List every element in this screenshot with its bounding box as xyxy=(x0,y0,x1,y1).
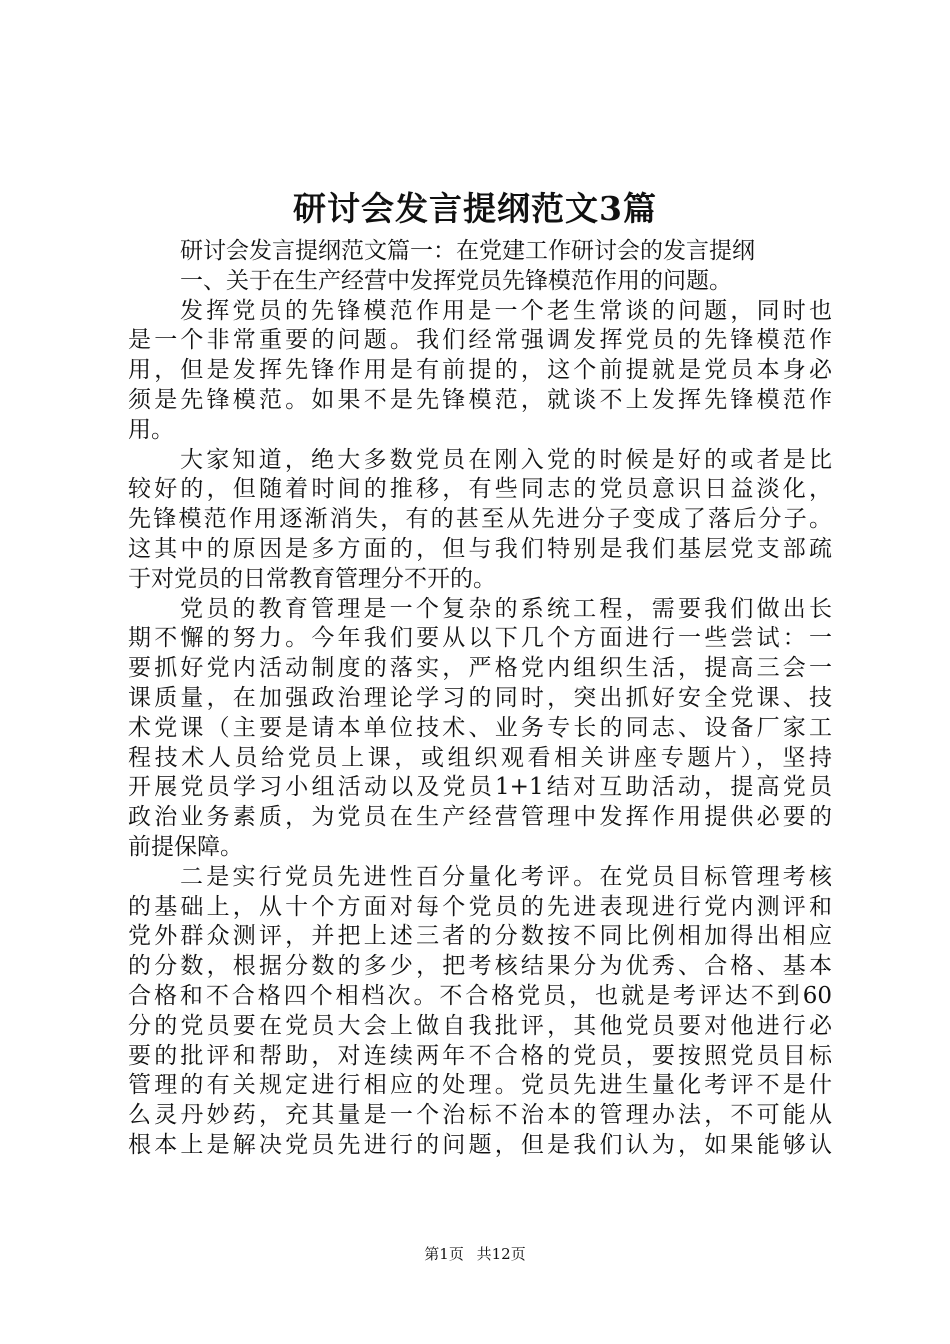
text-line: 较好的，但随着时间的推移，有些同志的党员意识日益淡化， xyxy=(128,476,832,503)
text-line: 这其中的原因是多方面的，但与我们特别是我们基层党支部疏 xyxy=(128,535,832,562)
text-line: 大家知道，绝大多数党员在刚入党的时候是好的或者是比 xyxy=(180,446,832,473)
text-line: 政治业务素质，为党员在生产经营管理中发挥作用提供必要的 xyxy=(128,804,832,831)
text-line: 的分数，根据分数的多少，把考核结果分为优秀、合格、基本 xyxy=(128,953,832,980)
text-line: 程技术人员给党员上课，或组织观看相关讲座专题片），坚持 xyxy=(128,744,832,771)
page-number: 第1页 xyxy=(424,1245,464,1263)
text-line: 须是先锋模范。如果不是先锋模范，就谈不上发挥先锋模范作 xyxy=(128,386,832,413)
text-line: 课质量，在加强政治理论学习的同时，突出抓好安全党课、技 xyxy=(128,684,832,711)
text-line: 分的党员要在党员大会上做自我批评，其他党员要对他进行必 xyxy=(128,1012,832,1039)
text-line: 用，但是发挥先锋作用是有前提的，这个前提就是党员本身必 xyxy=(128,357,832,384)
text-line: 前提保障。 xyxy=(128,833,243,860)
text-line: 要抓好党内活动制度的落实，严格党内组织生活，提高三会一 xyxy=(128,655,832,682)
text-line: 是一个非常重要的问题。我们经常强调发挥党员的先锋模范作 xyxy=(128,327,832,354)
text-line: 的基础上，从十个方面对每个党员的先进表现进行党内测评和 xyxy=(128,893,832,920)
text-line: 术党课（主要是请本单位技术、业务专长的同志、设备厂家工 xyxy=(128,714,832,741)
text-line: 合格和不合格四个相档次。不合格党员，也就是考评达不到60 xyxy=(128,982,832,1009)
text-line: 管理的有关规定进行相应的处理。党员先进生量化考评不是什 xyxy=(128,1072,832,1099)
document-title: 研讨会发言提纲范文3篇 xyxy=(293,189,657,228)
page-total: 共12页 xyxy=(476,1245,526,1263)
text-line: 么灵丹妙药，充其量是一个治标不治本的管理办法，不可能从 xyxy=(128,1102,832,1129)
document-body xyxy=(128,237,832,1161)
text-line: 要的批评和帮助，对连续两年不合格的党员，要按照党员目标 xyxy=(128,1042,832,1069)
text-line: 开展党员学习小组活动以及党员1+1结对互助活动，提高党员 xyxy=(128,774,832,801)
text-line: 根本上是解决党员先进行的问题，但是我们认为，如果能够认 xyxy=(128,1131,832,1158)
text-line: 用。 xyxy=(128,416,174,443)
text-line: 党员的教育管理是一个复杂的系统工程，需要我们做出长 xyxy=(180,595,832,622)
text-line: 一、关于在生产经营中发挥党员先锋模范作用的问题。 xyxy=(180,267,732,294)
text-line: 二是实行党员先进性百分量化考评。在党员目标管理考核 xyxy=(180,863,832,890)
text-line: 研讨会发言提纲范文篇一：在党建工作研讨会的发言提纲 xyxy=(180,238,755,264)
text-line: 期不懈的努力。今年我们要从以下几个方面进行一些尝试：一 xyxy=(128,625,832,652)
text-line: 发挥党员的先锋模范作用是一个老生常谈的问题，同时也 xyxy=(180,297,832,324)
text-line: 于对党员的日常教育管理分不开的。 xyxy=(128,565,496,592)
text-line: 先锋模范作用逐渐消失，有的甚至从先进分子变成了落后分子。 xyxy=(128,506,832,533)
text-line: 党外群众测评，并把上述三者的分数按不同比例相加得出相应 xyxy=(128,923,832,950)
page-footer xyxy=(0,1243,950,1265)
